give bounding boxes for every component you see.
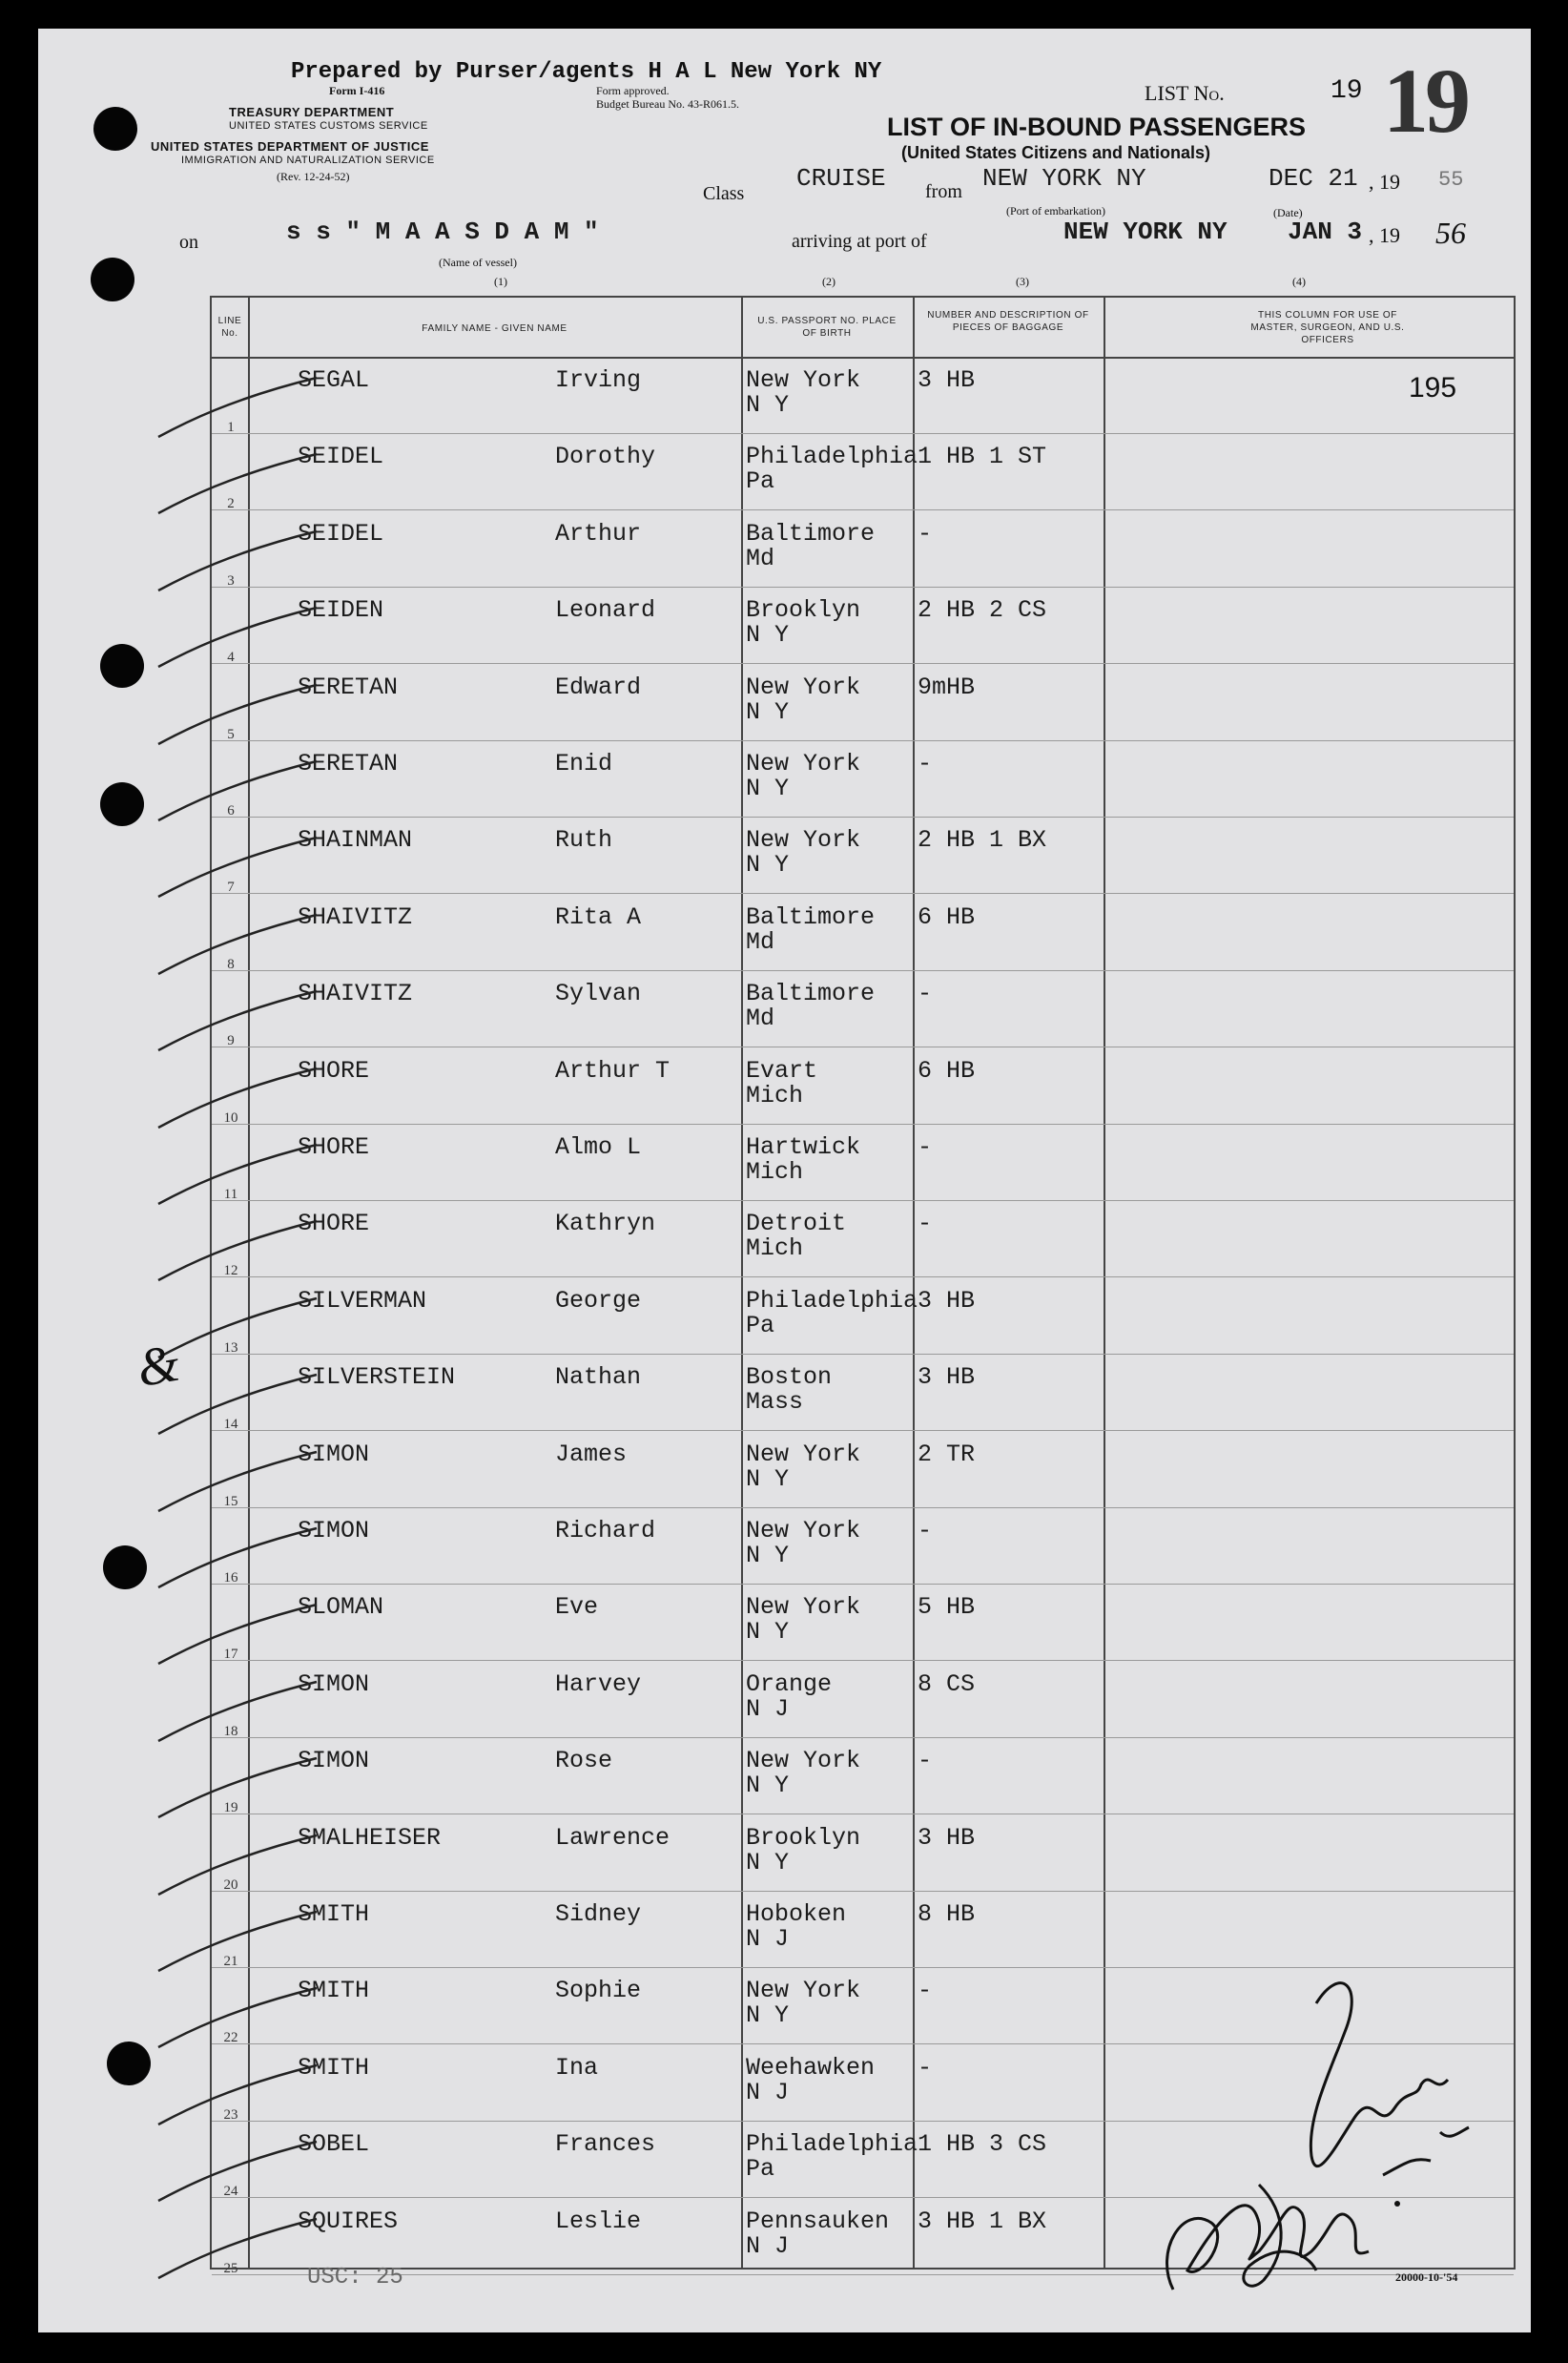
binder-hole-2 bbox=[91, 258, 134, 301]
line-number: 15 bbox=[223, 1493, 238, 1509]
family-name: SHAIVITZ bbox=[298, 980, 413, 1008]
baggage-description: - bbox=[918, 1210, 933, 1238]
table-row bbox=[212, 1816, 1514, 1893]
line-number: 14 bbox=[223, 1417, 238, 1433]
birth-place-city: New York bbox=[746, 1977, 861, 2005]
given-name: Edward bbox=[555, 673, 642, 701]
family-name: SIMON bbox=[298, 1440, 370, 1468]
table-row bbox=[212, 1433, 1514, 1509]
birth-place-city: Philadelphia bbox=[746, 1286, 918, 1315]
arrival-port: NEW YORK NY bbox=[1063, 218, 1228, 246]
line-number: 11 bbox=[223, 1187, 238, 1202]
line-number: 2 bbox=[227, 496, 235, 512]
table-row bbox=[212, 819, 1514, 895]
given-name: Leslie bbox=[555, 2207, 642, 2235]
table-row bbox=[212, 896, 1514, 972]
birth-place-city: Detroit bbox=[746, 1210, 847, 1238]
given-name: Ina bbox=[555, 2053, 599, 2082]
line-number: 23 bbox=[223, 2106, 238, 2123]
family-name: SILVERMAN bbox=[298, 1286, 427, 1315]
line-number: 20 bbox=[223, 1876, 238, 1893]
birth-place-state: N Y bbox=[746, 775, 790, 802]
birth-place-state: N J bbox=[746, 1694, 790, 1723]
given-name: Sophie bbox=[555, 1977, 642, 2005]
class-label: Class bbox=[703, 183, 745, 204]
given-name: Nathan bbox=[555, 1363, 642, 1392]
family-name: SILVERSTEIN bbox=[298, 1363, 456, 1392]
given-name: George bbox=[555, 1286, 642, 1315]
column-number-2: (2) bbox=[822, 275, 836, 288]
table-row bbox=[212, 1279, 1514, 1356]
list-subtitle: (United States Citizens and Nationals) bbox=[901, 143, 1211, 162]
baggage-description: 3 HB bbox=[918, 1286, 976, 1315]
line-number: 13 bbox=[223, 1339, 238, 1356]
birth-place-state: Md bbox=[746, 927, 775, 956]
given-name: Arthur T bbox=[555, 1056, 671, 1085]
baggage-description: - bbox=[918, 1977, 933, 2005]
form-number: Form I-416 bbox=[329, 84, 385, 97]
table-row bbox=[212, 1509, 1514, 1586]
baggage-description: 2 HB 2 CS bbox=[918, 596, 1047, 625]
birth-place-state: N J bbox=[746, 2078, 790, 2106]
baggage-description: - bbox=[918, 1517, 933, 1544]
table-row bbox=[212, 359, 1514, 435]
departure-date: DEC 21 bbox=[1269, 164, 1358, 193]
birth-place-city: Pennsauken bbox=[746, 2207, 890, 2235]
birth-place-state: Pa bbox=[746, 2155, 775, 2184]
col-header-baggage: NUMBER AND DESCRIPTION OF PIECES OF BAGGAGE bbox=[927, 310, 1089, 333]
given-name: Sylvan bbox=[555, 980, 642, 1008]
family-name: SEGAL bbox=[298, 366, 370, 394]
given-name: Harvey bbox=[555, 1669, 642, 1698]
given-name: Ruth bbox=[555, 826, 613, 855]
line-number: 16 bbox=[223, 1570, 238, 1586]
table-row bbox=[212, 1049, 1514, 1126]
family-name: SEIDEN bbox=[298, 596, 384, 625]
birth-place-state: Mich bbox=[746, 1234, 804, 1263]
embarkation-port: NEW YORK NY bbox=[982, 164, 1146, 193]
birth-place-city: Brooklyn bbox=[746, 1823, 861, 1852]
baggage-description: - bbox=[918, 980, 933, 1008]
birth-place-city: New York bbox=[746, 1747, 861, 1775]
departure-year-suffix: 55 bbox=[1438, 168, 1464, 192]
departure-year: , 19 bbox=[1369, 170, 1400, 194]
table-row bbox=[212, 666, 1514, 742]
binder-hole-5 bbox=[103, 1545, 147, 1589]
list-no-label: LIST No. bbox=[1145, 81, 1225, 105]
table-row bbox=[212, 1202, 1514, 1278]
date-caption: (Date) bbox=[1273, 206, 1303, 219]
baggage-description: - bbox=[918, 1133, 933, 1161]
officer-signature bbox=[1145, 1965, 1488, 2309]
col-header-name: FAMILY NAME - GIVEN NAME bbox=[422, 323, 567, 334]
family-name: SHORE bbox=[298, 1056, 370, 1085]
baggage-description: - bbox=[918, 519, 933, 548]
birth-place-state: N Y bbox=[746, 1542, 790, 1569]
prepared-by: Prepared by Purser/agents H A L New York NY bbox=[291, 59, 882, 85]
family-name: SERETAN bbox=[298, 673, 399, 701]
birth-place-city: Boston bbox=[746, 1363, 833, 1392]
birth-place-city: Baltimore bbox=[746, 980, 876, 1008]
birth-place-state: Pa bbox=[746, 467, 775, 496]
family-name: SOBEL bbox=[298, 2130, 370, 2159]
table-row bbox=[212, 972, 1514, 1048]
vessel-caption: (Name of vessel) bbox=[439, 256, 517, 269]
family-name: SEIDEL bbox=[298, 519, 384, 548]
baggage-description: 3 HB bbox=[918, 1823, 976, 1852]
line-number: 10 bbox=[223, 1109, 238, 1126]
usc-count: USC: 25 bbox=[307, 2265, 403, 2290]
birth-place-state: Mich bbox=[746, 1081, 804, 1109]
line-number: 4 bbox=[227, 650, 235, 666]
given-name: Almo L bbox=[555, 1133, 642, 1161]
given-name: Richard bbox=[555, 1517, 656, 1544]
baggage-description: 3 HB 1 BX bbox=[918, 2207, 1047, 2235]
baggage-description: 1 HB 1 ST bbox=[918, 443, 1047, 471]
binder-hole-3 bbox=[100, 644, 144, 688]
birth-place-city: Orange bbox=[746, 1669, 833, 1698]
birth-place-state: N J bbox=[746, 1925, 790, 1953]
family-name: SERETAN bbox=[298, 750, 399, 777]
line-number: 25 bbox=[223, 2260, 238, 2276]
baggage-description: 2 TR bbox=[918, 1440, 976, 1468]
birth-place-city: Baltimore bbox=[746, 902, 876, 931]
baggage-description: 1 HB 3 CS bbox=[918, 2130, 1047, 2159]
line-number: 3 bbox=[227, 572, 235, 589]
birth-place-city: Evart bbox=[746, 1056, 818, 1085]
birth-place-state: N Y bbox=[746, 2001, 790, 2030]
birth-place-state: N Y bbox=[746, 1464, 790, 1493]
check-mark-icon bbox=[155, 2219, 326, 2286]
binder-hole-4 bbox=[100, 782, 144, 826]
baggage-description: 6 HB bbox=[918, 902, 976, 931]
given-name: Frances bbox=[555, 2130, 656, 2159]
table-row bbox=[212, 512, 1514, 589]
birth-place-state: N Y bbox=[746, 1618, 790, 1647]
line-number: 9 bbox=[227, 1033, 235, 1049]
given-name: Kathryn bbox=[555, 1210, 656, 1238]
binder-hole-1 bbox=[93, 107, 137, 151]
baggage-description: 6 HB bbox=[918, 1056, 976, 1085]
birth-place-state: N Y bbox=[746, 851, 790, 880]
given-name: Sidney bbox=[555, 1900, 642, 1928]
birth-place-state: N Y bbox=[746, 621, 790, 650]
birth-place-city: New York bbox=[746, 1517, 861, 1544]
birth-place-city: Baltimore bbox=[746, 519, 876, 548]
birth-place-state: N J bbox=[746, 2231, 790, 2260]
birth-place-city: Philadelphia bbox=[746, 2130, 918, 2159]
margin-mark: & bbox=[132, 1333, 184, 1399]
list-no-stamp: 19 bbox=[1383, 50, 1467, 152]
birth-place-state: Mass bbox=[746, 1388, 804, 1417]
table-row bbox=[212, 1356, 1514, 1432]
family-name: SIMON bbox=[298, 1669, 370, 1698]
embarkation-caption: (Port of embarkation) bbox=[1006, 204, 1105, 218]
line-number: 17 bbox=[223, 1647, 238, 1663]
family-name: SHORE bbox=[298, 1133, 370, 1161]
table-row bbox=[212, 1126, 1514, 1202]
birth-place-city: Philadelphia bbox=[746, 443, 918, 471]
class-value: CRUISE bbox=[796, 164, 886, 193]
birth-place-city: Weehawken bbox=[746, 2053, 876, 2082]
vessel-name: s s " M A A S D A M " bbox=[286, 218, 599, 246]
baggage-description: - bbox=[918, 750, 933, 777]
birth-place-state: Md bbox=[746, 1005, 775, 1033]
col-header-officers: THIS COLUMN FOR USE OF MASTER, SURGEON, AND U.S. OFFICERS bbox=[1250, 310, 1405, 345]
baggage-description: 2 HB 1 BX bbox=[918, 826, 1047, 855]
given-name: Irving bbox=[555, 366, 642, 394]
list-title: LIST OF IN-BOUND PASSENGERS bbox=[887, 113, 1307, 141]
line-number: 6 bbox=[227, 803, 235, 819]
family-name: SIMON bbox=[298, 1517, 370, 1544]
on-label: on bbox=[179, 232, 198, 253]
table-row bbox=[212, 1739, 1514, 1815]
birth-place-city: New York bbox=[746, 750, 861, 777]
line-number: 5 bbox=[227, 726, 235, 742]
given-name: Leonard bbox=[555, 596, 656, 625]
table-row bbox=[212, 1586, 1514, 1662]
family-name: SLOMAN bbox=[298, 1593, 384, 1622]
family-name: SMITH bbox=[298, 2053, 370, 2082]
family-name: SQUIRES bbox=[298, 2207, 399, 2235]
line-number: 19 bbox=[223, 1800, 238, 1816]
line-number: 21 bbox=[223, 1954, 238, 1969]
line-number: 7 bbox=[227, 880, 235, 896]
given-name: Arthur bbox=[555, 519, 642, 548]
department-of-justice: UNITED STATES DEPARTMENT OF JUSTICE bbox=[151, 139, 429, 154]
col-header-passport: U.S. PASSPORT NO. PLACE OF BIRTH bbox=[757, 316, 897, 339]
birth-place-state: N Y bbox=[746, 1772, 790, 1800]
line-number: 1 bbox=[227, 420, 235, 435]
family-name: SHAIVITZ bbox=[298, 902, 413, 931]
birth-place-city: New York bbox=[746, 1593, 861, 1622]
arrival-year-suffix: 56 bbox=[1435, 216, 1466, 250]
family-name: SMITH bbox=[298, 1900, 370, 1928]
table-row bbox=[212, 742, 1514, 819]
baggage-description: - bbox=[918, 1747, 933, 1775]
baggage-description: 3 HB bbox=[918, 366, 976, 394]
baggage-description: 3 HB bbox=[918, 1363, 976, 1392]
birth-place-state: N Y bbox=[746, 391, 790, 419]
birth-place-city: Brooklyn bbox=[746, 596, 861, 625]
col-header-line-no: LINE No. bbox=[217, 316, 242, 339]
column-number-4: (4) bbox=[1292, 275, 1306, 288]
column-number-3: (3) bbox=[1016, 275, 1029, 288]
arrival-date: JAN 3 bbox=[1288, 218, 1363, 246]
line-number: 12 bbox=[223, 1263, 238, 1279]
table-row bbox=[212, 435, 1514, 511]
given-name: Rose bbox=[555, 1747, 613, 1775]
baggage-description: 8 CS bbox=[918, 1669, 976, 1698]
line-number: 18 bbox=[223, 1723, 238, 1739]
birth-place-city: New York bbox=[746, 673, 861, 701]
given-name: Eve bbox=[555, 1593, 599, 1622]
family-name: SIMON bbox=[298, 1747, 370, 1775]
family-name: SMITH bbox=[298, 1977, 370, 2005]
family-name: SEIDEL bbox=[298, 443, 384, 471]
baggage-description: - bbox=[918, 2053, 933, 2082]
line-number: 8 bbox=[227, 956, 235, 972]
birth-place-state: Pa bbox=[746, 1311, 775, 1339]
manifest-page bbox=[38, 29, 1531, 2332]
birth-place-city: Hoboken bbox=[746, 1900, 847, 1928]
family-name: SHAINMAN bbox=[298, 826, 413, 855]
given-name: Enid bbox=[555, 750, 613, 777]
from-label: from bbox=[925, 181, 962, 202]
budget-bureau: Budget Bureau No. 43-R061.5. bbox=[596, 97, 739, 111]
immigration-service: IMMIGRATION AND NATURALIZATION SERVICE bbox=[181, 155, 435, 166]
birth-place-city: Hartwick bbox=[746, 1133, 861, 1161]
baggage-description: 5 HB bbox=[918, 1593, 976, 1622]
birth-place-state: Mich bbox=[746, 1158, 804, 1186]
birth-place-state: N Y bbox=[746, 697, 790, 726]
table-row bbox=[212, 1893, 1514, 1969]
printer-code: 20000-10-'54 bbox=[1395, 2270, 1458, 2284]
given-name: Dorothy bbox=[555, 443, 656, 471]
arrival-year: , 19 bbox=[1369, 223, 1400, 247]
given-name: Rita A bbox=[555, 902, 642, 931]
given-name: Lawrence bbox=[555, 1823, 671, 1852]
birth-place-city: New York bbox=[746, 366, 861, 394]
list-no-value: 19 bbox=[1331, 76, 1363, 106]
arriving-label: arriving at port of bbox=[792, 231, 927, 252]
table-row bbox=[212, 589, 1514, 665]
birth-place-city: New York bbox=[746, 826, 861, 855]
family-name: SMALHEISER bbox=[298, 1823, 442, 1852]
table-row bbox=[212, 1663, 1514, 1739]
binder-hole-6 bbox=[107, 2042, 151, 2085]
family-name: SHORE bbox=[298, 1210, 370, 1238]
officer-number: 195 bbox=[1409, 372, 1457, 404]
line-number: 22 bbox=[223, 2030, 238, 2046]
column-number-1: (1) bbox=[494, 275, 507, 288]
treasury-department: TREASURY DEPARTMENT bbox=[229, 105, 395, 119]
baggage-description: 9mHB bbox=[918, 673, 976, 701]
birth-place-state: N Y bbox=[746, 1848, 790, 1876]
customs-service: UNITED STATES CUSTOMS SERVICE bbox=[229, 120, 428, 132]
given-name: James bbox=[555, 1440, 628, 1468]
birth-place-state: Md bbox=[746, 544, 775, 572]
form-approved: Form approved. bbox=[596, 84, 670, 97]
revision-date: (Rev. 12-24-52) bbox=[277, 170, 350, 183]
baggage-description: 8 HB bbox=[918, 1900, 976, 1928]
line-number: 24 bbox=[223, 2184, 238, 2200]
birth-place-city: New York bbox=[746, 1440, 861, 1468]
